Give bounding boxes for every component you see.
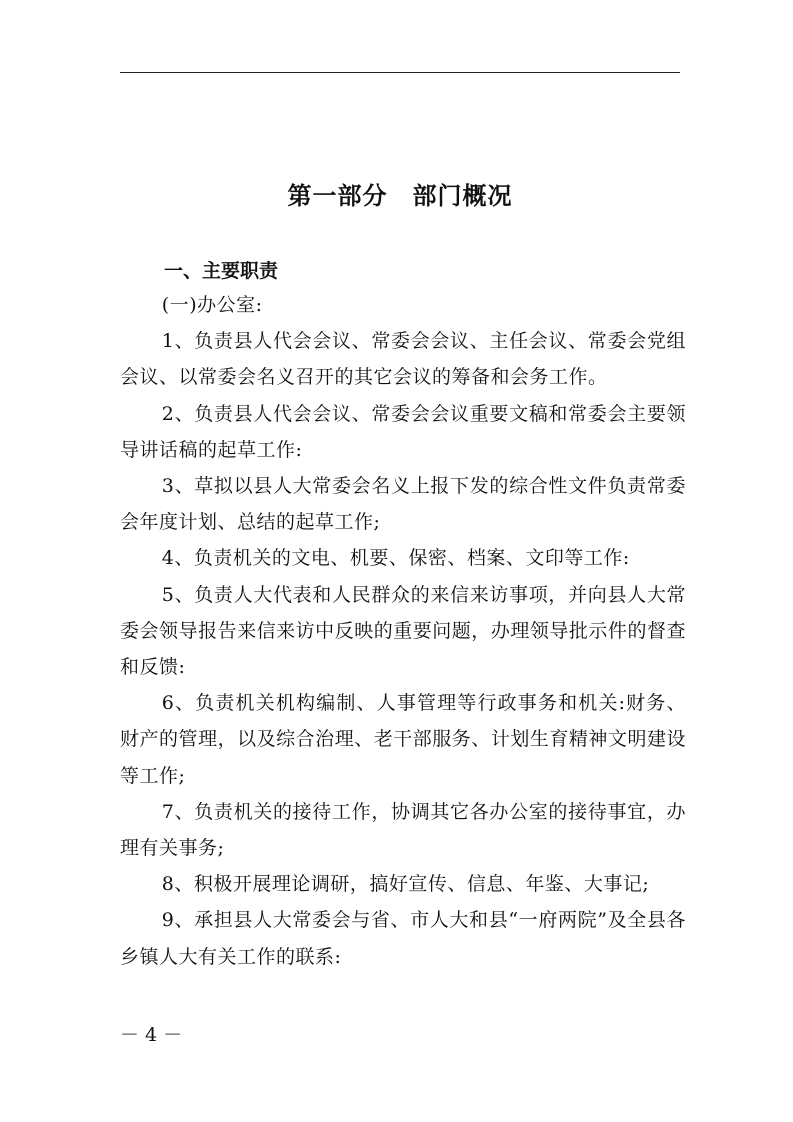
duty-item-8: 8、积极开展理论调研，搞好宣传、信息、年鉴、大事记; xyxy=(161,873,650,896)
section-heading: 一、主要职责 xyxy=(164,260,279,282)
duty-item-1: 1、负责县人代会会议、常委会会议、主任会议、常委会党组会议、以常委会名义召开的其它会议的筹备和会务工作。 xyxy=(120,330,686,389)
duty-item-9: 9、承担县人大常委会与省、市人大和县“一府两院”及全县各乡镇人大有关工作的联系: xyxy=(120,909,686,968)
duty-item-7: 7、负责机关的接待工作，协调其它各办公室的接待事宜，办理有关事务; xyxy=(120,800,686,860)
duty-item-3: 3、草拟以县人大常委会名义上报下发的综合性文件负责常委会年度计划、总结的起草工作; xyxy=(120,475,686,534)
body-text xyxy=(120,287,686,975)
page-number: － 4 － xyxy=(120,1024,183,1046)
subsection-heading: (一)办公室: xyxy=(161,294,263,316)
duty-item-2: 2、负责县人代会会议、常委会会议重要文稿和常委会主要领导讲话稿的起草工作: xyxy=(120,402,686,461)
duty-item-4: 4、负责机关的文电、机要、保密、档案、文印等工作: xyxy=(161,547,630,570)
part-title: 第一部分 部门概况 xyxy=(287,182,513,210)
duty-item-6: 6、负责机关机构编制、人事管理等行政事务和机关:财务、财产的管理，以及综合治理、老干部服务、计划生育精神文明建设等工作; xyxy=(120,692,686,787)
duty-item-5: 5、负责人大代表和人民群众的来信来访事项，并向县人大常委会领导报告来信来访中反映的重要问题，办理领导批示件的督查和反馈: xyxy=(120,583,686,679)
header-rule xyxy=(120,72,680,73)
